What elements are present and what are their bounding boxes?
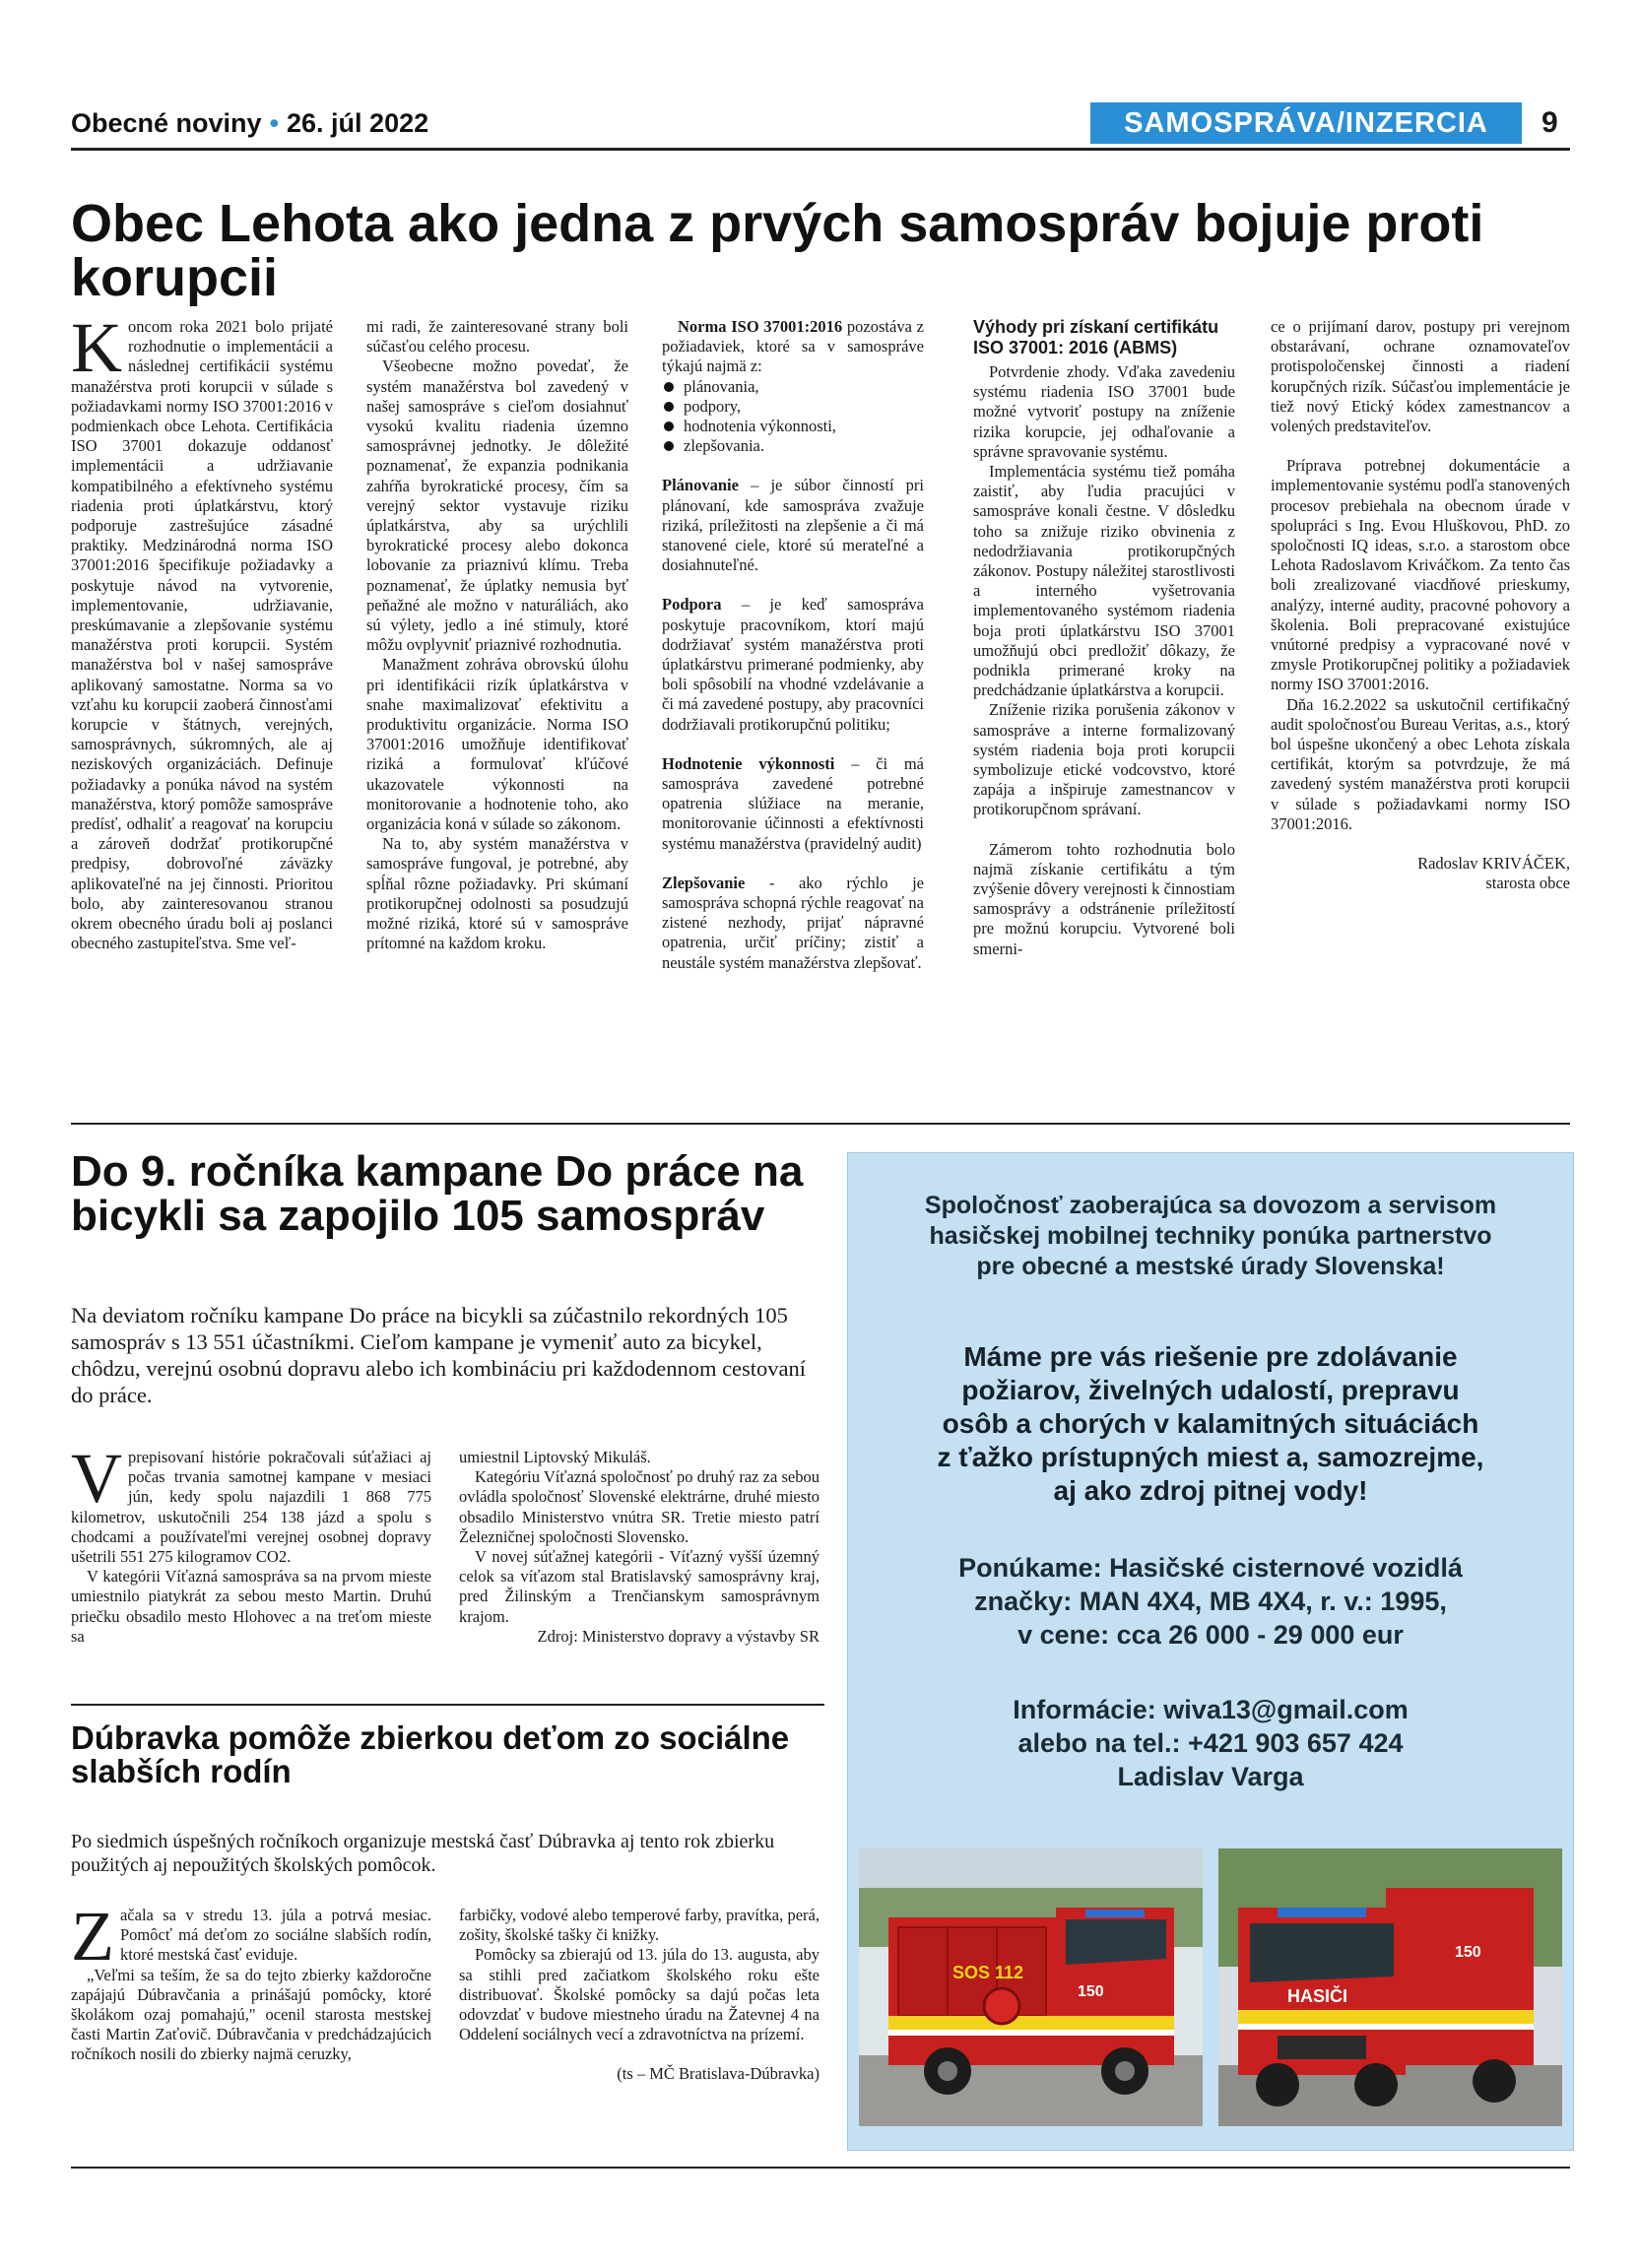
truck2-label: 150 — [1455, 1944, 1481, 1961]
ad-price-line: Ponúkame: Hasičské cisternové vozidlá — [958, 1553, 1463, 1583]
article2-column-2 — [459, 1448, 820, 1647]
ad-offer — [848, 1340, 1573, 1508]
article3-col2-p1: farbičky, vodové alebo temperové farby, pravítka, perá, zošity, školské tašky či knižky. — [459, 1906, 820, 1945]
article-divider — [71, 1704, 824, 1706]
article3-headline: Dúbravka pomôže zbierkou deťom zo sociálne slabších rodín — [71, 1719, 790, 1789]
article1-column-3 — [662, 317, 924, 973]
truck1-plate: SOS 112 — [952, 1963, 1024, 1982]
signature-role: starosta obce — [1485, 874, 1570, 893]
article1-col2-p1: mi radi, že zainteresované strany boli súčasťou celého procesu. — [366, 317, 628, 356]
article2-col1-p2: V kategórii Víťazná samospráva sa na prvom mieste umiestnilo piatykrát za sebou mesto Martin. Druhú priečku obsadilo mesto Hlohovec a na treťom mieste sa — [71, 1567, 431, 1646]
article3-column-2 — [459, 1906, 820, 2085]
article2-source: Zdroj: Ministerstvo dopravy a výstavby SR — [537, 1626, 820, 1646]
article2-lead: Na deviatom ročníku kampane Do práce na bicykli sa zúčastnilo rekordných 105 samospráv s 13 551 účastníkmi. Cieľom kampane je vymeniť auto za bicykel, chôdzu, verejnú osobnú dopravu alebo ich kombináciu pri každodennom cestovaní do práce. — [71, 1303, 807, 1407]
masthead-date: 26. júl 2022 — [287, 108, 429, 138]
ad-offer-line: z ťažko prístupných miest a, samozrejme, — [937, 1442, 1484, 1472]
article1-dropcap: K — [71, 308, 122, 387]
article2-column-1 — [71, 1439, 431, 1647]
ad-price-line: značky: MAN 4X4, MB 4X4, r. v.: 1995, — [974, 1587, 1447, 1616]
ad-price-line: v cene: cca 26 000 - 29 000 eur — [1017, 1620, 1404, 1650]
article1-subhead: Výhody pri získaní certifikátu ISO 37001: 2016 (ABMS) — [973, 317, 1219, 357]
article3-source: (ts – MČ Bratislava-Dúbravka) — [617, 2064, 820, 2084]
article1-col2-p3: Manažment zohráva obrovskú úlohu pri identifikácii rizík úplatkárstva v snahe maximalizovať efektivitu a produktivitu organizácie. Norma ISO 37001:2016 umožňuje identifikovať riziká a formulovať kľúčové ukazovatele výkonnosti na monitorovanie a hodnotenie toho, ako organizácia koná v súlade so zákonom. — [366, 655, 628, 834]
term-podpora: Podpora — [662, 595, 722, 615]
article3-col1-p1: ačala sa v stredu 13. júla a potrvá mesiac. Pomôcť má deťom zo sociálne slabších rodín, ktoré mestská časť eviduje. — [119, 1906, 431, 1965]
article2-col2-p1: umiestnil Liptovský Mikuláš. — [459, 1448, 651, 1466]
article3-column-1 — [71, 1897, 431, 2065]
def-podpora: – je keď samospráva poskytuje pracovníkom, ktorí majú dodržiavať systém manažérstva proti úplatkárstvu primerané podmienky, aby boli spôsobilí na vhodné vzdelávanie a či má zavedené postupy, aby pracovníci dodržiavali protikorupčnú politiku; — [662, 595, 924, 734]
list-item: plánovania, — [684, 377, 924, 397]
signature-name: Radoslav KRIVÁČEK, — [1417, 854, 1570, 874]
ad-contact-person: Ladislav Varga — [1117, 1762, 1304, 1791]
list-item: zlepšovania. — [684, 436, 924, 456]
article1-column-2 — [366, 317, 628, 954]
article1-col1-p1: oncom roka 2021 bolo prijaté rozhodnutie o implementácii a následnej certifikácii systému manažérstva proti korupcii v súlade s požiadavkami normy ISO 37001:2016 v podmienkach obce Lehota. Certifikácia ISO 37001 dokazuje oddanosť implementácii a udržiavanie kompatibilného a efektívneho systému riadenia proti úplatkárstvu, ktorý podporuje zastrešujúce zásadné praktiky. Medzinárodná norma ISO 37001:2016 špecifikuje požiadavky a poskytuje návod na vytvorenie, implementovanie, udržiavanie, preskúmavanie a zlepšovanie systému manažérstva proti korupcii. Systém manažérstva bol v našej samospráve aplikovaný samostatne. Norma sa vo vzťahu ku korupcii zaoberá činnosťami korupcie v štátnych, verejných, samosprávnych, súkromných, ale aj neziskových organizáciách. Definuje požiadavky a ponúka návod na systém manažérstva, ktorý pomôže samospráve predísť, odhaliť a reagovať na korupciu a zároveň dodržať protikorupčné predpisy, dobrovoľné záväzky aplikovateľné na jej činnosti. Prioritou bolo, aby zainteresovanou stranou okrem obecného úradu boli aj poslanci obecného zastupiteľstva. Sme veľ- — [71, 317, 333, 953]
list-item: podpory, — [684, 397, 924, 417]
truck1-label: 150 — [1078, 1983, 1104, 2000]
fire-truck-photo-2 — [1218, 1848, 1562, 2126]
page-number: 9 — [1542, 106, 1558, 139]
masthead-name: Obecné noviny — [71, 108, 262, 138]
footer-rule — [71, 2167, 1570, 2169]
term-hodnotenie: Hodnotenie výkonnosti — [662, 753, 835, 773]
section-tag: SAMOSPRÁVA/INZERCIA — [1090, 102, 1522, 144]
article3-col2-p2: Pomôcky sa zbierajú od 13. júla do 13. augusta, aby sa stihli pred začiatkom školského roku ešte distribuovať. Školské pomôcky sa dajú počas leta odovzdať v budove miestneho úradu na Žatevnej 4 na Oddelení sociálnych vecí a zdravotníctva na prízemí. — [459, 1945, 820, 2044]
fire-truck-photo-1 — [859, 1848, 1203, 2126]
article3-col1-p2: „Veľmi sa teším, že sa do tejto zbierky každoročne zapájajú Dúbravčania a prinášajú pomôcky, ktoré školákom ozaj pomahajú," ocenil starosta mestskej časti Martin Zaťovič. Dúbravčania v predchádzajúcich ročníkoch nosili do zbierky najmä ceruzky, — [71, 1965, 431, 2064]
ad-contact — [848, 1693, 1573, 1793]
ad-offer-line: požiarov, živelných udalostí, prepravu — [961, 1375, 1460, 1405]
article2-col2-p2: Kategóriu Víťazná spoločnosť po druhý raz za sebou ovládla spoločnosť Slovenské elektrárne, druhé miesto obsadilo Ministerstvo vnútra SR. Tretie miesto patrí Železničnej spoločnosti Slovensko. — [459, 1467, 820, 1546]
term-planovanie: Plánovanie — [662, 476, 739, 495]
fire-truck-image — [1218, 1848, 1562, 2126]
article3-dropcap: Z — [71, 1897, 114, 1976]
ad-intro-line: Spoločnosť zaoberajúca sa dovozom a servisom — [924, 1192, 1497, 1219]
def-zlepsovanie: - ako rýchlo je samospráva schopná rýchle reagovať na zistené nezhody, prijať nápravné opatrenia, určiť príčiny; zistiť a neustále systém manažérstva zlepšovať. — [662, 873, 924, 972]
article1-col4-p4: Zámerom tohto rozhodnutia bolo najmä získanie certifikátu a tým zvýšenie dôvery verejnosti k činnostiam samosprávy a odstránenie príležitostí pre možnú korupciu. Vytvorené boli smerni- — [973, 839, 1235, 958]
fire-truck-image — [859, 1848, 1203, 2126]
truck2-plate: HASIČI — [1287, 1986, 1348, 2006]
ad-email: Informácie: wiva13@gmail.com — [1013, 1695, 1409, 1724]
ad-intro-line: pre obecné a mestské úrady Slovenska! — [976, 1253, 1445, 1280]
article1-column-5 — [1271, 317, 1570, 893]
article2-col1-p1: prepisovaní histórie pokračovali súťažiaci aj počas trvania samotnej kampane v mesiaci jún, kedy spolu najazdili 1 868 775 kilometrov, uskutočnili 254 138 jázd a spolu s chodcami a používateľmi verejnej osobnej dopravy ušetrili 551 275 kilogramov CO2. — [71, 1448, 431, 1567]
ad-intro-line: hasičskej mobilnej techniky ponúka partnerstvo — [929, 1222, 1492, 1250]
article1-col5-p3: Dňa 16.2.2022 sa uskutočnil certifikačný audit spoločnosťou Bureau Veritas, a.s., ktorý bol úspešne ukončený a obec Lehota získala certifikát, ktorým sa potvrdzuje, že má zavedený systém manažérstva proti korupcii v súlade s požiadavkami normy ISO 37001:2016. — [1271, 694, 1570, 833]
ad-offer-line: aj ako zdroj pitnej vody! — [1053, 1475, 1368, 1506]
advertisement — [847, 1152, 1574, 2151]
term-zlepsovanie: Zlepšovanie — [662, 873, 746, 892]
article-divider — [71, 1123, 1570, 1125]
requirements-list — [662, 377, 924, 457]
article1-col2-p4: Na to, aby systém manažérstva v samospráve fungoval, je potrebné, aby spĺňal rôzne požiadavky. Pri skúmaní protikorupčnej odolnosti sa posudzujú možné riziká, ktoré sú v samospráve prítomné na každom kroku. — [366, 834, 628, 953]
article1-col5-p1: ce o prijímaní darov, postupy pri verejnom obstarávaní, ochrane oznamovateľov protispoločenskej činnosti a riadení korupčných rizík. Súčasťou implementácie je tiež nový Etický kódex zamestnancov a volených predstaviteľov. — [1271, 317, 1570, 436]
article2-col2-p3: V novej súťažnej kategórii - Víťazný vyšší územný celok sa víťazom stal Bratislavský samosprávny kraj, pred Žilinským a Trenčianskym samosprávnym krajom. — [459, 1547, 820, 1626]
article1-column-4 — [973, 317, 1235, 959]
article1-headline: Obec Lehota ako jedna z prvých samospráv bojuje proti korupcii — [71, 194, 1484, 308]
norma-lead: Norma ISO 37001:2016 — [678, 317, 843, 336]
norma-text: pozostáva z požiadaviek, ktoré sa v samospráve týkajú najmä z: — [662, 317, 924, 376]
article1-col4-p3: Zníženie rizika porušenia zákonov v samospráve a interne formalizovaný systém riadenia boja proti korupcii symbolizuje etické vodcovstvo, ktoré zapája a inšpiruje zamestnancov v protikorupčnom správaní. — [973, 700, 1235, 819]
list-item: hodnotenia výkonnosti, — [684, 417, 924, 436]
header-rule — [71, 148, 1570, 151]
def-planovanie: – je súbor činností pri plánovaní, kde samospráva zvažuje riziká, príležitosti na zlepšenie a či má stanovené ciele, ktoré sú merateľné a dosiahnuteľné. — [662, 476, 924, 575]
ad-phone: alebo na tel.: +421 903 657 424 — [1017, 1728, 1404, 1758]
masthead-separator: • — [269, 108, 280, 138]
ad-price — [848, 1551, 1573, 1652]
ad-offer-line: osôb a chorých v kalamitných situáciách — [942, 1408, 1479, 1439]
article1-col2-p2: Všeobecne možno povedať, že systém manažérstva bol zavedený v našej samospráve s cieľom dosiahnuť vysokú kvalitu riadenia územno samosprávnej jednotky. Je dôležité poznamenať, že expanzia podnikania zahŕňa byrokratické procesy, čím sa verejný sektor vystavuje riziku úplatkárstva, aby sa urýchlili byrokratické procesy alebo dokonca lobovanie za priaznivú klímu. Treba poznamenať, že úplatky nemusia byť peňažné ale možno v naturáliách, ako sú výlety, jedlo a iné stimuly, ktoré môžu ovplyvniť priaznivé rozhodnutia. — [366, 356, 628, 655]
article1-col5-p2: Príprava potrebnej dokumentácie a implementovanie systému podľa stanovených procesov prebiehala na obecnom úrade v spolupráci s Ing. Evou Hluškovou, PhD. zo spoločnosti IQ ideas, s.r.o. a starostom obce Lehota Radoslavom Kriváčkom. Za tento čas boli zrealizované viacdňové prieskumy, analýzy, interné audity, pracovné pohovory a školenia. Boli prepracované existujúce vnútorné predpisy a vypracované nové v zmysle Protikorupčnej politiky a požiadaviek normy ISO 37001:2016. — [1271, 456, 1570, 694]
masthead — [71, 108, 428, 139]
article3-lead: Po siedmich úspešných ročníkoch organizuje mestská časť Dúbravka aj tento rok zbierku použitých aj nepoužitých školských pomôcok. — [71, 1831, 775, 1876]
article2-dropcap: V — [71, 1439, 122, 1518]
article1-column-1 — [71, 308, 333, 954]
article1-col4-p2: Implementácia systému tiež pomáha zaistiť, aby ľudia pracujúci v samospráve konali čestne. V dôsledku toho sa znižuje riziko obvinenia z nedodržiavania protikorupčných zákonov. Postupy náležitej starostlivosti a interného vyšetrovania implementovaného systémom riadenia boja proti úplatkárstvu ISO 37001 umožňujú obci predložiť dôkazy, že podnikla primerané kroky na predchádzanie úplatkárstva a korupcii. — [973, 462, 1235, 700]
ad-offer-line: Máme pre vás riešenie pre zdolávanie — [963, 1341, 1458, 1372]
article2-headline: Do 9. ročníka kampane Do práce na bicykli sa zapojilo 105 samospráv — [71, 1147, 804, 1240]
article1-col4-p1: Potvrdenie zhody. Vďaka zavedeniu systému riadenia ISO 37001 bude možné vytvoriť postupy na zníženie rizika korupcie, jej odhaľovanie a správne spravovanie systému. — [973, 362, 1235, 461]
def-hodnotenie: – či má samospráva zavedené potrebné opatrenia slúžiace na meranie, monitorovanie účinnosti a efektívnosti systému manažérstva (pravidelný audit) — [662, 753, 924, 853]
ad-intro — [848, 1191, 1573, 1282]
